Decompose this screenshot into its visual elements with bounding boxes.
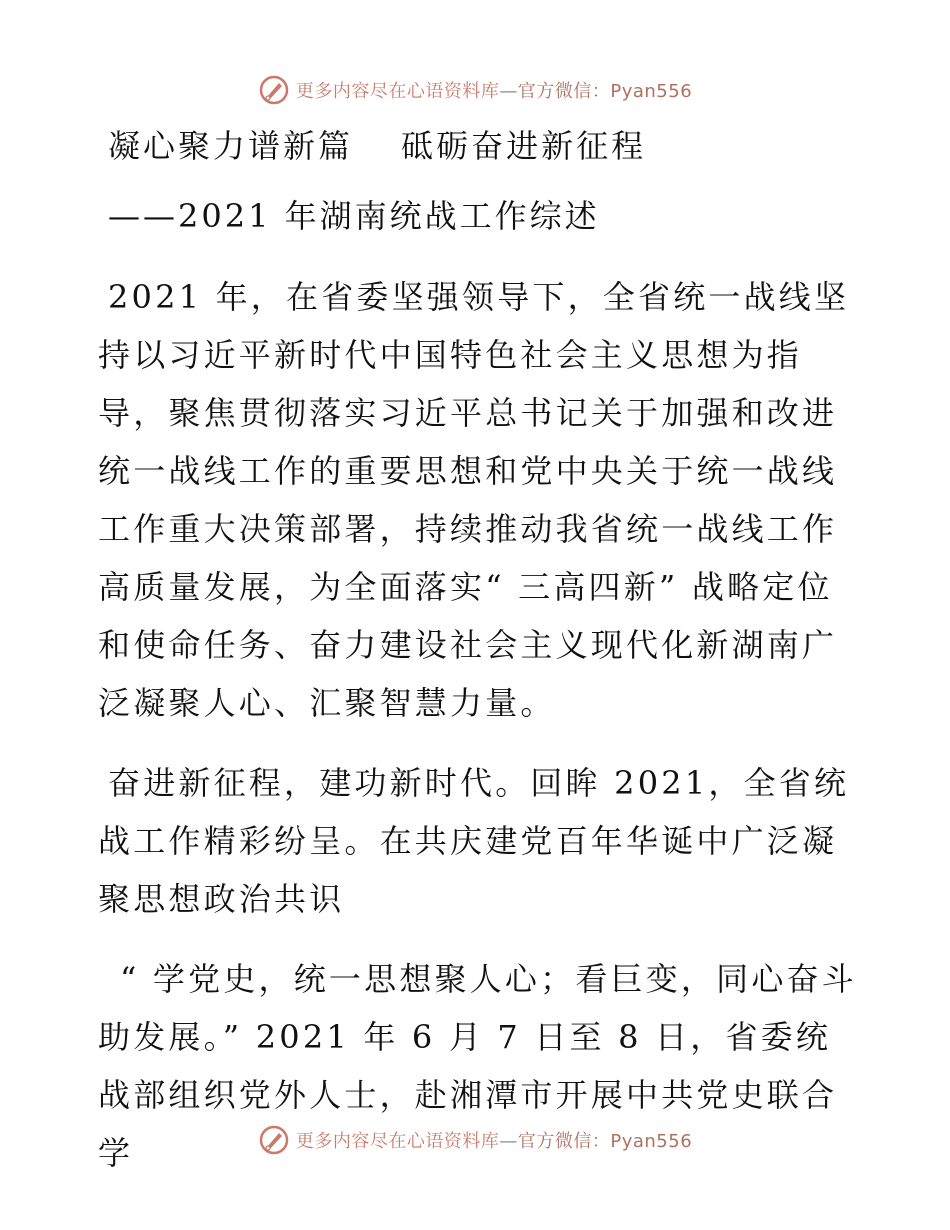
paragraph: 2021 年，在省委坚强领导下，全省统一战线坚持以习近平新时代中国特色社会主义思想为指导，聚焦贯彻落实习近平总书记关于加强和改进统一战线工作的重要思想和党中央关于统一战线工作重大决策部署，持续推动我省统一战线工作高质量发展，为全面落实“ 三高四新” 战略定位和使命任务、奋力建设社会主义现代化新湖南广泛凝聚人心、汇聚智慧力量。	[98, 278, 850, 722]
watermark-main: 更多内容尽在心语资料库	[295, 1131, 500, 1152]
watermark-wechat: 官方微信：Pyan556	[517, 1131, 693, 1152]
paragraph: “ 学党史，统一思想聚人心；看巨变，同心奋斗助发展。” 2021 年 6 月 7 日至 8 日，省委统战部组织党外人士，赴湘潭市开展中共党史联合学	[98, 960, 857, 1172]
watermark-separator: —	[499, 81, 518, 102]
watermark-text	[296, 1127, 692, 1153]
document-body	[98, 122, 858, 1182]
pen-circle-logo-icon	[258, 74, 290, 106]
paragraph: 奋进新征程，建功新时代。回眸 2021，全省统战工作精彩纷呈。在共庆建党百年华诞中广泛凝聚思想政治共识	[98, 764, 850, 918]
document-title: 凝心聚力谱新篇 砥砺奋进新征程	[108, 127, 647, 165]
document-subtitle: ——2021 年湖南统战工作综述	[108, 197, 600, 235]
watermark-header	[0, 70, 950, 110]
pen-circle-logo-icon	[258, 1124, 290, 1156]
watermark-footer	[0, 1120, 950, 1160]
watermark-wechat: 官方微信：Pyan556	[517, 81, 693, 102]
watermark-text	[296, 77, 692, 103]
watermark-separator: —	[499, 1131, 518, 1152]
watermark-main: 更多内容尽在心语资料库	[295, 81, 500, 102]
